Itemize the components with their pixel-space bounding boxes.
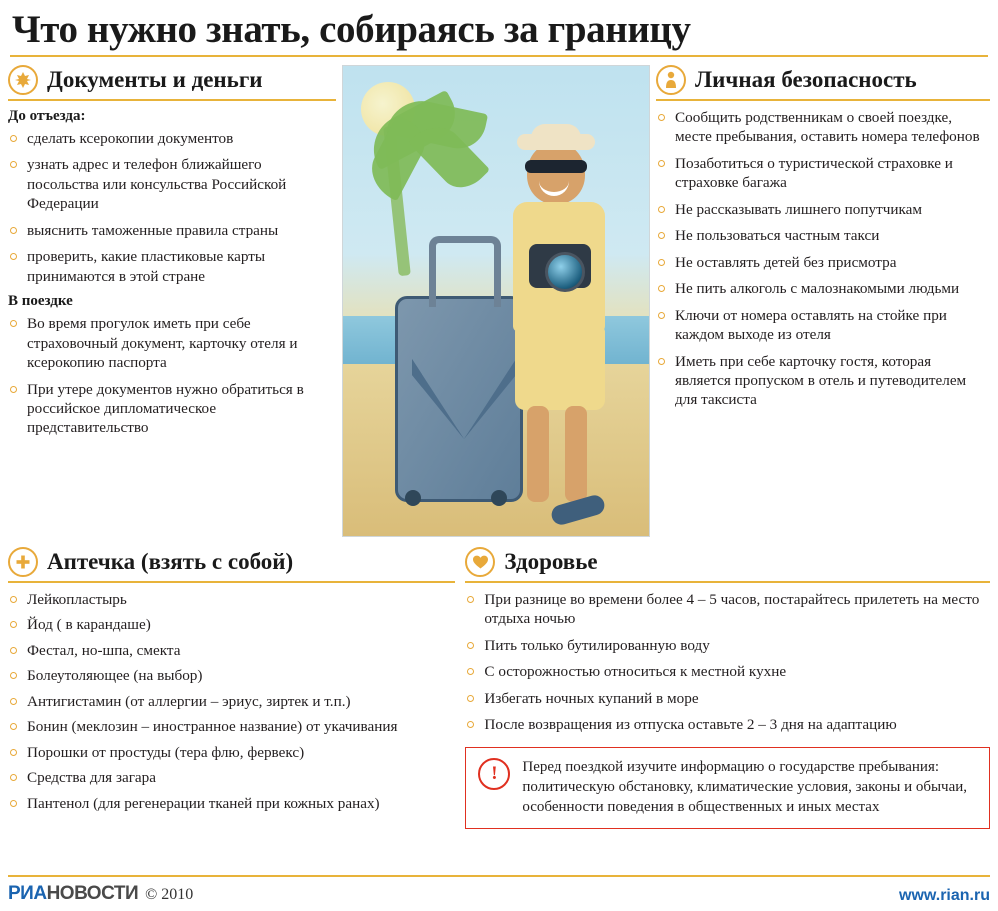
suitcase-handle-shape xyxy=(429,236,501,307)
documents-group2-list xyxy=(8,314,336,438)
emblem-icon xyxy=(8,65,38,95)
documents-title: Документы и деньги xyxy=(47,67,263,92)
ria-novosti-logo xyxy=(8,883,138,905)
list-item: сделать ксерокопии документов xyxy=(8,129,336,148)
leg-shape xyxy=(527,406,549,502)
documents-group1-list xyxy=(8,129,336,286)
documents-group2-title: В поездке xyxy=(8,293,73,310)
safety-divider xyxy=(656,99,990,101)
list-item: Во время прогулок иметь при себе страховочный документ, карточку отеля и ксерокопию паспорта xyxy=(8,314,336,372)
plus-icon xyxy=(8,547,38,577)
shorts-shape xyxy=(515,326,605,410)
section-documents xyxy=(8,65,336,445)
list-item: узнать адрес и телефон ближайшего посольства или консульства Российской Федерации xyxy=(8,155,336,213)
footer-divider xyxy=(8,875,990,877)
list-item: Средства для загара xyxy=(8,768,455,787)
list-item: Избегать ночных купаний в море xyxy=(465,689,990,708)
firstaid-header xyxy=(8,547,455,577)
list-item: Не пить алкоголь с малознакомыми людьми xyxy=(656,279,990,298)
list-item: После возвращения из отпуска оставьте 2 – 3 дня на адаптацию xyxy=(465,715,990,734)
list-item: Не рассказывать лишнего попутчикам xyxy=(656,200,990,219)
sunglasses-shape xyxy=(525,160,587,173)
logo-novosti-text: НОВОСТИ xyxy=(46,883,139,904)
documents-group1-title: До отъезда: xyxy=(8,108,86,124)
traveller-figure xyxy=(493,128,633,518)
logo-ria-text: РИА xyxy=(8,883,47,904)
leg-shape xyxy=(565,406,587,502)
suitcase-wheel-shape xyxy=(405,490,421,506)
website-link[interactable]: www.rian.ru xyxy=(899,887,990,904)
warning-box xyxy=(465,747,990,829)
section-health xyxy=(465,547,990,829)
safety-header xyxy=(656,65,990,95)
list-item: проверить, какие пластиковые карты принимаются в этой стране xyxy=(8,247,336,286)
list-item: Порошки от простуды (тера флю, фервекс) xyxy=(8,743,455,762)
list-item: Иметь при себе карточку гостя, которая является пропуском в отель и путеводителем для таксиста xyxy=(656,352,990,410)
list-item: Лейкопластырь xyxy=(8,590,455,609)
list-item: Не оставлять детей без присмотра xyxy=(656,253,990,272)
list-item: С осторожностью относиться к местной кухне xyxy=(465,662,990,681)
top-row xyxy=(8,65,990,537)
firstaid-divider xyxy=(8,581,455,583)
section-safety xyxy=(656,65,990,417)
documents-header xyxy=(8,65,336,95)
list-item: Антигистамин (от аллергии – эриус, зиртек и т.п.) xyxy=(8,692,455,711)
illustration-column xyxy=(342,65,650,537)
health-title: Здоровье xyxy=(504,549,598,574)
list-item: Бонин (меклозин – иностранное название) от укачивания xyxy=(8,717,455,736)
list-item: Болеутоляющее (на выбор) xyxy=(8,666,455,685)
footer-left xyxy=(8,883,193,905)
exclamation-icon: ! xyxy=(478,758,510,790)
list-item: Не пользоваться частным такси xyxy=(656,226,990,245)
heart-icon xyxy=(465,547,495,577)
documents-divider xyxy=(8,99,336,101)
health-list xyxy=(465,590,990,735)
hat-brim-shape xyxy=(517,134,595,150)
section-firstaid xyxy=(8,547,455,819)
warning-text: Перед поездкой изучите информацию о государстве пребывания: политическую обстановку, климатические условия, законы и обычаи, особенности поведения в общественных и иных местах xyxy=(522,758,968,815)
safety-list xyxy=(656,108,990,410)
firstaid-title: Аптечка (взять с собой) xyxy=(47,549,294,574)
list-item: Пантенол (для регенерации тканей при кожных ранах) xyxy=(8,794,455,813)
list-item: Ключи от номера оставлять на стойке при каждом выходе из отеля xyxy=(656,306,990,345)
title-divider xyxy=(10,55,988,57)
list-item: выяснить таможенные правила страны xyxy=(8,221,336,240)
list-item: При утере документов нужно обратиться в российское дипломатическое представительство xyxy=(8,380,336,438)
camera-lens-shape xyxy=(545,252,585,292)
traveller-illustration xyxy=(342,65,650,537)
safety-title: Личная безопасность xyxy=(695,67,917,92)
list-item: Йод ( в карандаше) xyxy=(8,615,455,634)
list-item: Сообщить родственникам о своей поездке, месте пребывания, оставить номера телефонов xyxy=(656,108,990,147)
bottom-row xyxy=(8,547,990,829)
list-item: Пить только бутилированную воду xyxy=(465,636,990,655)
list-item: Фестал, но-шпа, смекта xyxy=(8,641,455,660)
copyright-text: © 2010 xyxy=(145,886,194,903)
health-header xyxy=(465,547,990,577)
footer xyxy=(8,883,990,905)
list-item: При разнице во времени более 4 – 5 часов, постарайтесь прилететь на место отдыха ночью xyxy=(465,590,990,629)
firstaid-list xyxy=(8,590,455,813)
list-item: Позаботиться о туристической страховке и страховке багажа xyxy=(656,154,990,193)
health-divider xyxy=(465,581,990,583)
page-title: Что нужно знать, собираясь за границу xyxy=(12,8,691,51)
person-icon xyxy=(656,65,686,95)
